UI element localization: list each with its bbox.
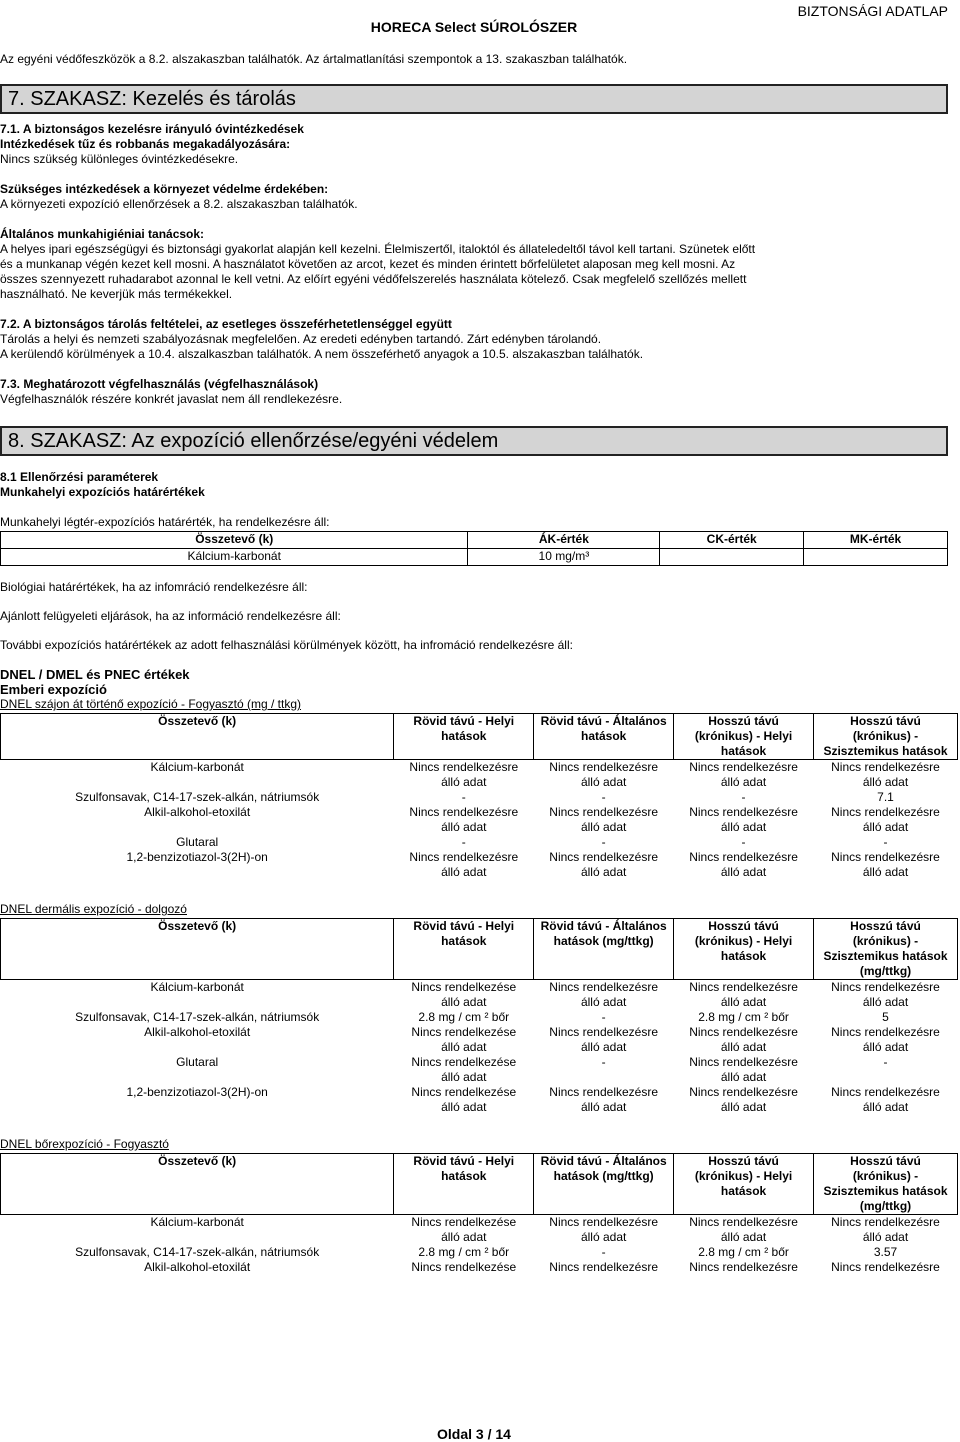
dnel-value-cell: [814, 1260, 958, 1275]
dnel-value-cell: [674, 1260, 814, 1275]
dnel-header-line: (krónikus) -: [852, 1169, 919, 1183]
dnel-header-line: Rövid távú - Helyi: [413, 714, 515, 728]
dnel-value-cell: [814, 1245, 958, 1260]
dnel-header-line: (krónikus) - Helyi: [694, 1169, 793, 1183]
dnel-table-caption: DNEL dermális expozíció - dolgozó: [0, 902, 187, 916]
cell-line: álló adat: [862, 995, 909, 1009]
dnel-value-cell: [674, 1245, 814, 1260]
dnel-value-cell: [814, 980, 958, 1011]
cell-line: Nincs rendelkezésre: [689, 1215, 798, 1229]
oel-header-cell: Összetevő (k): [1, 532, 468, 549]
dnel-value-cell: [394, 805, 534, 835]
cell-line: Alkil-alkohol-etoxilát: [144, 1025, 251, 1039]
fire-prevention-text: Nincs szükség különleges óvintézkedésekre.: [0, 152, 239, 166]
dnel-value-cell: [534, 835, 674, 850]
substance-name-cell: [1, 805, 394, 835]
section-8-title: 8. SZAKASZ: Az expozíció ellenőrzése/egyéni védelem: [0, 426, 948, 456]
cell-line: Nincs rendelkezésre: [689, 1055, 798, 1069]
dnel-value-cell: [534, 1055, 674, 1085]
cell-line: Nincs rendelkezésre: [831, 980, 940, 994]
substance-name-cell: [1, 1245, 394, 1260]
cell-line: -: [741, 835, 746, 849]
cell-line: Nincs rendelkezésre: [689, 805, 798, 819]
dnel-value-cell: [394, 1085, 534, 1115]
dnel-header-cell: [394, 714, 534, 760]
cell-line: Alkil-alkohol-etoxilát: [144, 805, 251, 819]
biological-limits-text: Biológiai határértékek, ha az infomráció rendelkezésre áll:: [0, 580, 308, 594]
dnel-value-cell: [534, 1010, 674, 1025]
intro-text: Az egyéni védőfeszközök a 8.2. alszakaszban találhatók. Az ártalmatlanítási szempontok a 13. szakaszban találhatók.: [0, 52, 628, 66]
dnel-header-line: hatások (mg/ttkg): [553, 1169, 654, 1183]
cell-line: -: [883, 1055, 888, 1069]
dnel-value-cell: [674, 790, 814, 805]
cell-line: álló adat: [720, 775, 767, 789]
dnel-header-line: Rövid távú - Általános: [540, 714, 667, 728]
cell-line: Nincs rendelkezésre: [409, 760, 519, 774]
dnel-value-cell: [534, 805, 674, 835]
cell-line: Nincs rendelkezésre: [549, 1215, 659, 1229]
cell-line: álló adat: [441, 1040, 487, 1054]
dnel-header-cell: [674, 919, 814, 980]
cell-line: -: [741, 790, 746, 804]
cell-line: -: [883, 835, 888, 849]
cell-line: Szulfonsavak, C14-17-szek-alkán, nátriumsók: [75, 1010, 320, 1024]
cell-line: álló adat: [862, 1040, 909, 1054]
cell-line: Nincs rendelkezésre: [549, 805, 659, 819]
cell-line: álló adat: [441, 995, 487, 1009]
dnel-header-line: hatások: [720, 949, 767, 963]
cell-line: -: [461, 835, 466, 849]
dnel-value-cell: [814, 1010, 958, 1025]
cell-line: -: [601, 835, 606, 849]
substance-name-cell: [1, 1010, 394, 1025]
cell-line: álló adat: [720, 1040, 767, 1054]
cell-line: Nincs rendelkezésre: [689, 760, 798, 774]
dnel-header-cell: [814, 714, 958, 760]
substance-name-cell: [1, 1260, 394, 1275]
dnel-value-cell: [674, 1215, 814, 1246]
dnel-value-cell: [534, 1215, 674, 1246]
cell-line: Nincs rendelkezésre: [689, 980, 798, 994]
dnel-value-cell: [674, 980, 814, 1011]
dnel-table-caption: DNEL szájon át történő expozíció - Fogyasztó (mg / ttkg): [0, 697, 302, 711]
cell-line: Nincs rendelkezésre: [549, 1025, 659, 1039]
cell-line: álló adat: [441, 775, 487, 789]
dnel-header-line: Hosszú távú: [708, 714, 779, 728]
dnel-value-cell: [394, 1025, 534, 1055]
dnel-value-cell: [674, 1010, 814, 1025]
cell-line: Szulfonsavak, C14-17-szek-alkán, nátriumsók: [75, 1245, 320, 1259]
dnel-value-cell: [674, 805, 814, 835]
cell-line: Nincs rendelkezésre: [549, 850, 659, 864]
dnel-header-line: (krónikus) -: [852, 934, 919, 948]
storage-text-line: Tárolás a helyi és nemzeti szabályozásnak megfelelően. Az eredeti edényben tartandó. Zárt edényben tárolandó.: [0, 332, 602, 346]
table-row: [1, 1055, 958, 1085]
document-type-label: BIZTONSÁGI ADATLAP: [797, 3, 948, 19]
oel-header-cell: ÁK-érték: [468, 532, 660, 549]
dnel-value-cell: [394, 1245, 534, 1260]
dnel-header-line: Szisztemikus hatások: [823, 1184, 948, 1198]
table-row: [1, 1215, 958, 1246]
cell-line: -: [461, 790, 466, 804]
dnel-header-line: hatások: [720, 1184, 767, 1198]
cell-line: álló adat: [580, 1230, 627, 1244]
subsection-8-1-heading: 8.1 Ellenőrzési paraméterek: [0, 470, 159, 484]
cell-line: 7.1: [877, 790, 894, 804]
table-row: [1, 790, 958, 805]
hygiene-text-line: A helyes ipari egészségügyi és biztonsági gyakorlat alapján kell kezelni. Élelmiszertől, italoktól és állateledeltől távol kell tartani. Szünetek előtt: [0, 242, 756, 256]
page-number: Oldal 3 / 14: [437, 1426, 511, 1442]
dnel-header-cell: [814, 919, 958, 980]
cell-line: 5: [882, 1010, 889, 1024]
dnel-heading: DNEL / DMEL és PNEC értékek: [0, 667, 190, 682]
oel-header-cell: CK-érték: [660, 532, 804, 549]
dnel-value-cell: [394, 850, 534, 880]
dnel-header-line: hatások: [441, 1169, 487, 1183]
dnel-value-cell: [674, 835, 814, 850]
dnel-header-cell: [1, 919, 394, 980]
cell-line: Glutaral: [176, 835, 219, 849]
dnel-header-line: Rövid távú - Helyi: [413, 919, 515, 933]
dnel-value-cell: [674, 1085, 814, 1115]
subsection-7-1-heading: 7.1. A biztonságos kezelésre irányuló óvintézkedések: [0, 122, 304, 136]
cell-line: álló adat: [441, 820, 487, 834]
dnel-header-cell: [674, 714, 814, 760]
oel-cell: Kálcium-karbonát: [1, 549, 468, 566]
cell-line: álló adat: [580, 775, 627, 789]
dnel-header-line: hatások (mg/ttkg): [553, 934, 654, 948]
cell-line: 1,2-benzizotiazol-3(2H)-on: [126, 850, 268, 864]
dnel-value-cell: [534, 1245, 674, 1260]
cell-line: álló adat: [720, 820, 767, 834]
dnel-header-line: hatások: [441, 729, 487, 743]
dnel-value-cell: [534, 790, 674, 805]
dnel-table: [0, 918, 958, 1115]
cell-line: 3.57: [873, 1245, 898, 1259]
table-row: [1, 1085, 958, 1115]
dnel-value-cell: [674, 760, 814, 791]
cell-line: Nincs rendelkezésre: [409, 805, 519, 819]
dnel-header-line: Hosszú távú: [850, 714, 921, 728]
substance-name-cell: [1, 835, 394, 850]
oel-caption: Munkahelyi légtér-expozíciós határérték, ha rendelkezésre áll:: [0, 515, 330, 529]
dnel-value-cell: [394, 1055, 534, 1085]
cell-line: Nincs rendelkezése: [411, 1025, 517, 1039]
dnel-header-line: (krónikus) -: [852, 729, 919, 743]
dnel-value-cell: [534, 980, 674, 1011]
dnel-value-cell: [814, 805, 958, 835]
dnel-header-line: (krónikus) - Helyi: [694, 934, 793, 948]
dnel-header-cell: [394, 919, 534, 980]
cell-line: álló adat: [441, 1100, 487, 1114]
cell-line: álló adat: [862, 820, 909, 834]
table-row: [1, 835, 958, 850]
dnel-value-cell: [534, 1025, 674, 1055]
dnel-header-line: Hosszú távú: [850, 1154, 921, 1168]
fire-prevention-heading: Intézkedések tűz és robbanás megakadályozására:: [0, 137, 291, 151]
cell-line: Nincs rendelkezésre: [689, 1085, 798, 1099]
dnel-table-caption: DNEL bőrexpozíció - Fogyasztó: [0, 1137, 169, 1151]
dnel-value-cell: [814, 1025, 958, 1055]
dnel-table: [0, 713, 958, 880]
hygiene-text-line: összes szennyezett ruhadarabot azonnal le kell vetni. Az előírt egyéni védőfelszerelés használata kötelező. Csak megfelelő szellőzés mellett: [0, 272, 747, 286]
hygiene-text-line: és a munkanap végén kezet kell mosni. A használatot követően az arcot, kezet és minden érintett bőrfelületet alaposan meg kell mosni. Az: [0, 257, 736, 271]
hygiene-text-line: használható. Ne keverjük más termékekkel.: [0, 287, 233, 301]
table-row: [1, 1245, 958, 1260]
substance-name-cell: [1, 850, 394, 880]
dnel-value-cell: [814, 850, 958, 880]
cell-line: álló adat: [441, 1070, 487, 1084]
dnel-header-line: (mg/ttkg): [859, 1199, 912, 1213]
storage-text-line: A kerülendő körülmények a 10.4. alszalkaszban találhatók. A nem összeférhető anyagok a 10.5. alszakaszban találhatók.: [0, 347, 644, 361]
dnel-value-cell: [814, 790, 958, 805]
subsection-7-3-heading: 7.3. Meghatározott végfelhasználás (végfelhasználások): [0, 377, 319, 391]
dnel-value-cell: [814, 1085, 958, 1115]
dnel-value-cell: [394, 1010, 534, 1025]
document-product-title: HORECA Select SÚROLÓSZER: [370, 19, 578, 35]
dnel-header-line: hatások: [720, 744, 767, 758]
substance-name-cell: [1, 760, 394, 791]
cell-line: álló adat: [862, 865, 909, 879]
cell-line: álló adat: [580, 995, 627, 1009]
cell-line: Nincs rendelkezése: [411, 1260, 517, 1274]
environment-heading: Szükséges intézkedések a környezet védelme érdekében:: [0, 182, 329, 196]
dnel-value-cell: [534, 1260, 674, 1275]
cell-line: álló adat: [580, 1040, 627, 1054]
cell-line: Nincs rendelkezésre: [831, 805, 940, 819]
further-limits-text: További expozíciós határértékek az adott felhasználási körülmények között, ha infromáció rendelkezésre áll:: [0, 638, 573, 652]
dnel-header-cell: [394, 1154, 534, 1215]
cell-line: Nincs rendelkezésre: [689, 850, 798, 864]
dnel-value-cell: [394, 760, 534, 791]
cell-line: Nincs rendelkezésre: [549, 1260, 659, 1274]
dnel-header-line: hatások: [441, 934, 487, 948]
substance-name-cell: [1, 1215, 394, 1246]
dnel-header-cell: [534, 714, 674, 760]
table-row: [1, 805, 958, 835]
dnel-header-line: Összetevő (k): [158, 1154, 237, 1168]
dnel-value-cell: [394, 980, 534, 1011]
dnel-header-line: Rövid távú - Helyi: [413, 1154, 515, 1168]
cell-line: álló adat: [720, 1070, 767, 1084]
dnel-header-line: Szisztemikus hatások: [823, 949, 948, 963]
table-row: [1, 1260, 958, 1275]
cell-line: Glutaral: [176, 1055, 219, 1069]
dnel-header-cell: [534, 919, 674, 980]
dnel-value-cell: [534, 760, 674, 791]
cell-line: 2.8 mg / cm ² bőr: [698, 1245, 789, 1259]
cell-line: Nincs rendelkezésre: [409, 850, 519, 864]
cell-line: álló adat: [862, 1100, 909, 1114]
cell-line: -: [601, 1245, 606, 1259]
cell-line: -: [601, 1055, 606, 1069]
cell-line: álló adat: [720, 1230, 767, 1244]
cell-line: Nincs rendelkezése: [411, 980, 517, 994]
dnel-header-line: (krónikus) - Helyi: [694, 729, 793, 743]
dnel-header-line: (mg/ttkg): [859, 964, 912, 978]
cell-line: álló adat: [441, 1230, 487, 1244]
cell-line: Szulfonsavak, C14-17-szek-alkán, nátriumsók: [75, 790, 320, 804]
dnel-header-line: Összetevő (k): [158, 919, 237, 933]
cell-line: álló adat: [720, 865, 767, 879]
substance-name-cell: [1, 790, 394, 805]
dnel-value-cell: [534, 1085, 674, 1115]
dnel-header-line: Összetevő (k): [158, 714, 237, 728]
dnel-header-line: Szisztemikus hatások: [823, 744, 948, 758]
dnel-value-cell: [674, 850, 814, 880]
cell-line: álló adat: [862, 1230, 909, 1244]
human-exposure-heading: Emberi expozíció: [0, 682, 107, 697]
dnel-value-cell: [674, 1025, 814, 1055]
dnel-table: [0, 1153, 958, 1275]
cell-line: -: [601, 790, 606, 804]
substance-name-cell: [1, 980, 394, 1011]
table-row: [1, 760, 958, 791]
cell-line: Kálcium-karbonát: [150, 1215, 244, 1229]
cell-line: 2.8 mg / cm ² bőr: [418, 1245, 510, 1259]
cell-line: álló adat: [580, 1100, 627, 1114]
dnel-value-cell: [814, 835, 958, 850]
dnel-value-cell: [674, 1055, 814, 1085]
subsection-7-2-heading: 7.2. A biztonságos tárolás feltételei, az esetleges összeférhetetlenséggel együtt: [0, 317, 452, 331]
dnel-header-line: Hosszú távú: [708, 919, 779, 933]
cell-line: Nincs rendelkezése: [411, 1055, 517, 1069]
cell-line: Nincs rendelkezésre: [689, 1260, 798, 1274]
cell-line: álló adat: [720, 1100, 767, 1114]
dnel-header-cell: [534, 1154, 674, 1215]
dnel-value-cell: [814, 1055, 958, 1085]
table-row: [1, 1010, 958, 1025]
substance-name-cell: [1, 1085, 394, 1115]
table-row: [1, 549, 948, 566]
environment-text: A környezeti expozíció ellenőrzések a 8.2. alszakaszban találhatók.: [0, 197, 358, 211]
cell-line: Nincs rendelkezésre: [831, 1215, 940, 1229]
hygiene-heading: Általános munkahigiéniai tanácsok:: [0, 227, 205, 241]
cell-line: Kálcium-karbonát: [150, 760, 244, 774]
table-row: [1, 1025, 958, 1055]
cell-line: álló adat: [441, 865, 487, 879]
cell-line: álló adat: [862, 775, 909, 789]
cell-line: Nincs rendelkezésre: [689, 1025, 798, 1039]
section-7-title: 7. SZAKASZ: Kezelés és tárolás: [0, 84, 948, 114]
dnel-header-cell: [1, 714, 394, 760]
substance-name-cell: [1, 1025, 394, 1055]
end-use-text: Végfelhasználók részére konkrét javaslat nem áll rendlekezésre.: [0, 392, 343, 406]
table-row: [1, 980, 958, 1011]
oel-header-cell: MK-érték: [804, 532, 948, 549]
dnel-header-cell: [674, 1154, 814, 1215]
table-row: [1, 850, 958, 880]
oel-cell: [804, 549, 948, 566]
cell-line: Nincs rendelkezésre: [549, 1085, 659, 1099]
dnel-tables: [0, 697, 948, 1275]
dnel-header-cell: [814, 1154, 958, 1215]
cell-line: Alkil-alkohol-etoxilát: [144, 1260, 251, 1274]
oel-cell: 10 mg/m³: [468, 549, 660, 566]
cell-line: -: [601, 1010, 606, 1024]
dnel-header-line: Rövid távú - Általános: [540, 1154, 667, 1168]
dnel-value-cell: [394, 790, 534, 805]
dnel-header-line: hatások: [580, 729, 627, 743]
dnel-header-line: Hosszú távú: [708, 1154, 779, 1168]
dnel-value-cell: [394, 835, 534, 850]
monitoring-text: Ajánlott felügyeleti eljárások, ha az információ rendelkezésre áll:: [0, 609, 341, 623]
cell-line: 1,2-benzizotiazol-3(2H)-on: [126, 1085, 268, 1099]
cell-line: Nincs rendelkezésre: [549, 760, 659, 774]
cell-line: 2.8 mg / cm ² bőr: [418, 1010, 510, 1024]
oel-cell: [660, 549, 804, 566]
cell-line: Nincs rendelkezése: [411, 1085, 517, 1099]
cell-line: Nincs rendelkezésre: [831, 1025, 940, 1039]
oel-heading: Munkahelyi expozíciós határértékek: [0, 485, 205, 499]
dnel-header-line: Rövid távú - Általános: [540, 919, 667, 933]
dnel-value-cell: [394, 1260, 534, 1275]
dnel-header-line: Hosszú távú: [850, 919, 921, 933]
cell-line: Nincs rendelkezésre: [831, 1085, 940, 1099]
cell-line: álló adat: [720, 995, 767, 1009]
dnel-value-cell: [394, 1215, 534, 1246]
cell-line: álló adat: [580, 865, 627, 879]
cell-line: Nincs rendelkezésre: [831, 1260, 940, 1274]
cell-line: 2.8 mg / cm ² bőr: [698, 1010, 789, 1024]
dnel-value-cell: [814, 1215, 958, 1246]
cell-line: Nincs rendelkezése: [411, 1215, 517, 1229]
page-content: [0, 52, 948, 1275]
dnel-value-cell: [534, 850, 674, 880]
cell-line: Nincs rendelkezésre: [549, 980, 659, 994]
cell-line: Kálcium-karbonát: [150, 980, 244, 994]
cell-line: Nincs rendelkezésre: [831, 760, 940, 774]
substance-name-cell: [1, 1055, 394, 1085]
dnel-value-cell: [814, 760, 958, 791]
cell-line: álló adat: [580, 820, 627, 834]
dnel-header-cell: [1, 1154, 394, 1215]
oel-table: [0, 531, 948, 566]
cell-line: Nincs rendelkezésre: [831, 850, 940, 864]
